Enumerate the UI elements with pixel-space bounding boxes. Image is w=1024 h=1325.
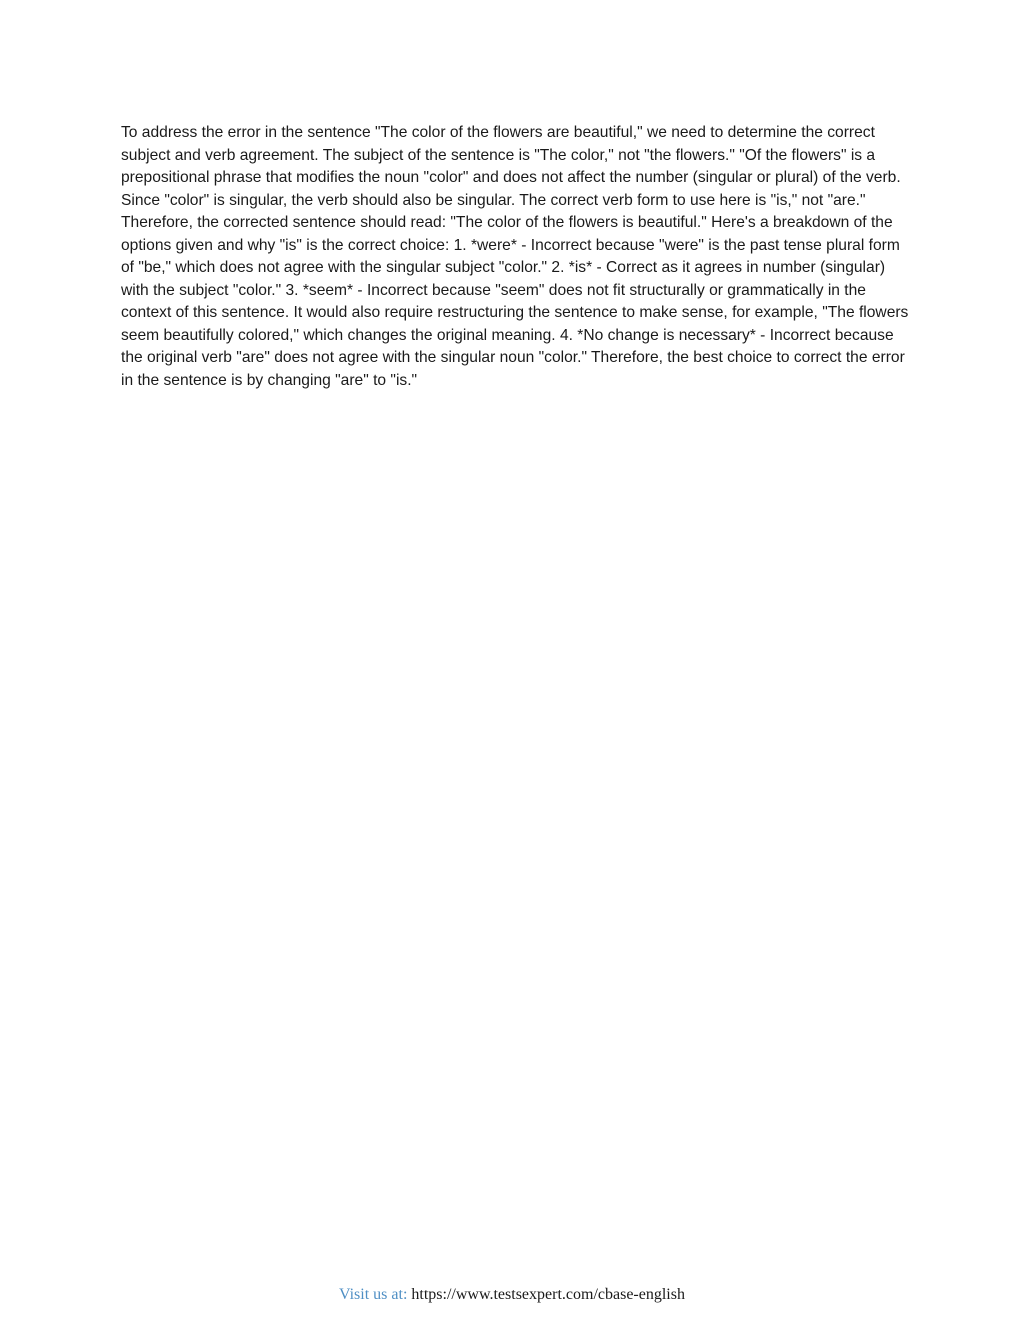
footer-url-link[interactable]: https://www.testsexpert.com/cbase-english bbox=[411, 1286, 685, 1303]
explanation-paragraph: To address the error in the sentence "The color of the flowers are beautiful," we need to determine the correct subject and verb agreement. The subject of the sentence is "The color," not "the flowers." "Of the flowers" is a prepositional phrase that modifies the noun "color" and does not affect the number (singular or plural) of the verb. Since "color" is singular, the verb should also be singular. The correct verb form to use here is "is," not "are." Therefore, the corrected sentence should read: "The color of the flowers is beautiful." Here's a breakdown of the options given and why "is" is the correct choice: 1. *were* - Incorrect because "were" is the past tense plural form of "be," which does not agree with the singular subject "color." 2. *is* - Correct as it agrees in number (singular) with the subject "color." 3. *seem* - Incorrect because "seem" does not fit structurally or grammatically in the context of this sentence. It would also require restructuring the sentence to make sense, for example, "The flowers seem beautifully colored," which changes the original meaning. 4. *No change is necessary* - Incorrect because the original verb "are" does not agree with the singular noun "color." Therefore, the best choice to correct the error in the sentence is by changing "are" to "is." bbox=[121, 124, 909, 389]
footer-lead: Visit us at: bbox=[339, 1286, 408, 1303]
page-footer bbox=[0, 1285, 1024, 1305]
